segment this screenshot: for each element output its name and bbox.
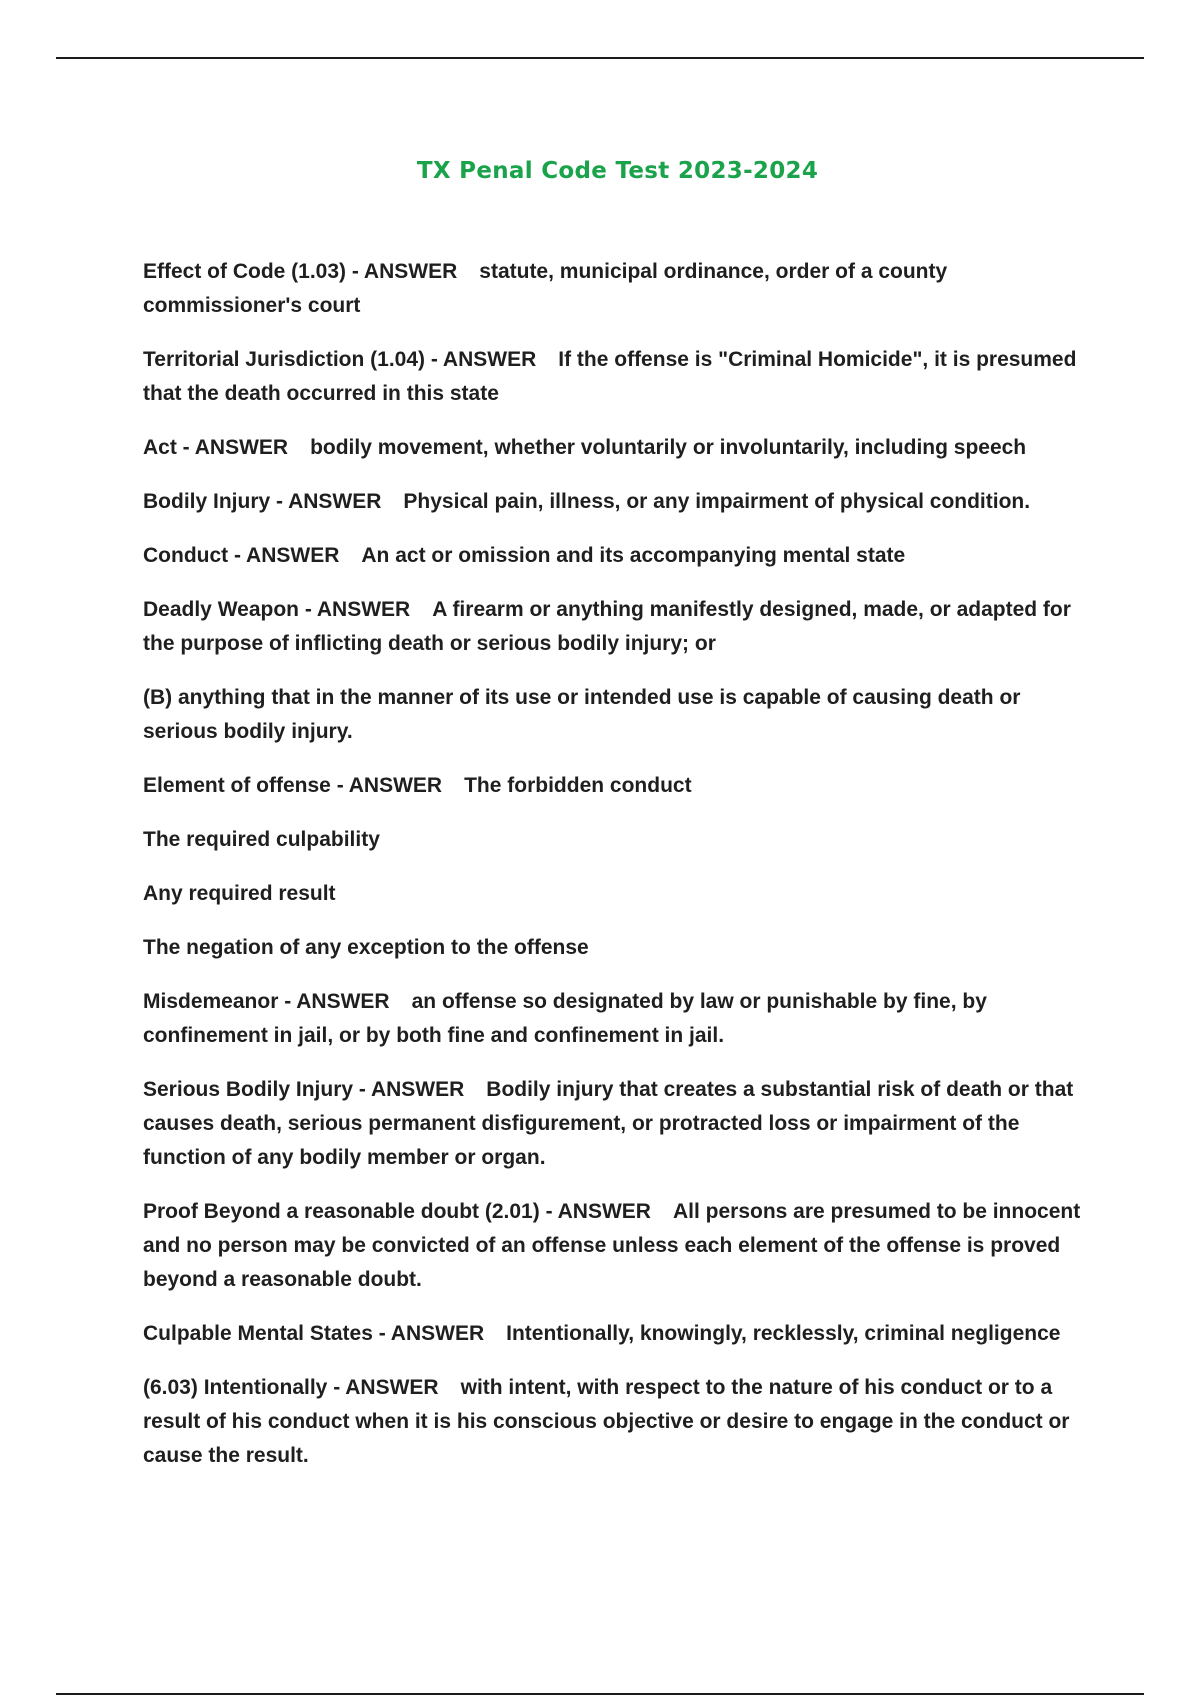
top-divider: [56, 57, 1144, 59]
entry-term: Serious Bodily Injury: [143, 1078, 354, 1101]
entry-term: Conduct: [143, 544, 229, 567]
entry-required-culpability: The required culpability: [143, 828, 380, 851]
entry-term: Misdemeanor: [143, 990, 279, 1013]
entry-culpable-mental-states: Culpable Mental States - ANSWER Intentionally, knowingly, recklessly, criminal negligence: [143, 1322, 1061, 1345]
entry-bodily-injury: Bodily Injury - ANSWER Physical pain, illness, or any impairment of physical condition.: [143, 490, 1031, 513]
answer-label: ANSWER: [194, 436, 289, 459]
entry-answer: A firearm or anything manifestly designed, made, or adapted for the purpose of inflicting death or serious bodily injury; or: [143, 598, 1071, 655]
answer-label: ANSWER: [348, 774, 443, 797]
answer-label: ANSWER: [288, 490, 382, 513]
entry-element-of-offense: Element of offense - ANSWER The forbidden conduct: [143, 774, 692, 797]
entry-intentionally: (6.03) Intentionally - ANSWER with intent, with respect to the nature of his conduct or to a result of his conduct when it is his conscious objective or desire to engage in the conduct or cause the result.: [143, 1376, 1070, 1467]
entry-deadly-weapon: Deadly Weapon - ANSWER A firearm or anything manifestly designed, made, or adapted for the purpose of inflicting death or serious bodily injury; or: [143, 598, 1071, 655]
entry-answer: All persons are presumed to be innocent and no person may be convicted of an offense unless each element of the offense is proved beyond a reasonable doubt.: [143, 1200, 1081, 1291]
entry-term: Culpable Mental States: [143, 1322, 373, 1345]
document-body: [143, 255, 1098, 1493]
answer-label: ANSWER: [316, 598, 411, 621]
entry-required-result: Any required result: [143, 882, 336, 905]
answer-label: ANSWER: [246, 544, 340, 567]
entry-answer: Physical pain, illness, or any impairment of physical condition.: [403, 490, 1031, 513]
entry-act: Act - ANSWER bodily movement, whether voluntarily or involuntarily, including speech: [143, 436, 1027, 459]
answer-label: ANSWER: [370, 1078, 465, 1101]
entry-proof-beyond-reasonable-doubt: Proof Beyond a reasonable doubt (2.01) - ANSWER All persons are presumed to be innocent and no person may be convicted of an offense unless each element of the offense is proved beyond a reasonable doubt.: [143, 1200, 1081, 1291]
entry-answer: statute, municipal ordinance, order of a county commissioner's court: [143, 260, 948, 317]
answer-label: ANSWER: [363, 260, 458, 283]
entry-territorial-jurisdiction: Territorial Jurisdiction (1.04) - ANSWER If the offense is "Criminal Homicide", it is presumed that the death occurred in this state: [143, 348, 1077, 405]
entry-term: Act: [143, 436, 177, 459]
answer-label: ANSWER: [557, 1200, 651, 1223]
entry-term: Proof Beyond a reasonable doubt (2.01): [143, 1200, 540, 1223]
entry-answer: an offense so designated by law or punishable by fine, by confinement in jail, or by both fine and confinement in jail.: [143, 990, 987, 1047]
entry-term: Territorial Jurisdiction (1.04): [143, 348, 426, 371]
entry-effect-of-code: Effect of Code (1.03) - ANSWER statute, municipal ordinance, order of a county commissioner's court: [143, 260, 948, 317]
entry-term: Element of offense: [143, 774, 331, 797]
entry-negation-of-exception: The negation of any exception to the offense: [143, 936, 589, 959]
entry-term: (6.03) Intentionally: [143, 1376, 328, 1399]
answer-label: ANSWER: [296, 990, 390, 1013]
entry-answer: Intentionally, knowingly, recklessly, criminal negligence: [506, 1322, 1061, 1345]
entry-answer: If the offense is "Criminal Homicide", it is presumed that the death occurred in this state: [143, 348, 1077, 405]
entry-answer: with intent, with respect to the nature of his conduct or to a result of his conduct when it is his conscious objective or desire to engage in the conduct or cause the result.: [143, 1376, 1070, 1467]
bottom-divider: [56, 1693, 1144, 1695]
entry-term: Deadly Weapon: [143, 598, 299, 621]
entry-answer: Bodily injury that creates a substantial risk of death or that causes death, serious permanent disfigurement, or protracted loss or impairment of the function of any bodily member or organ.: [143, 1078, 1074, 1169]
entry-answer: bodily movement, whether voluntarily or involuntarily, including speech: [310, 436, 1027, 459]
entry-conduct: Conduct - ANSWER An act or omission and its accompanying mental state: [143, 544, 906, 567]
answer-label: ANSWER: [390, 1322, 485, 1345]
entry-misdemeanor: Misdemeanor - ANSWER an offense so designated by law or punishable by fine, by confinement in jail, or by both fine and confinement in jail.: [143, 990, 987, 1047]
entry-deadly-weapon-b: (B) anything that in the manner of its use or intended use is capable of causing death or serious bodily injury.: [143, 686, 1021, 743]
entry-answer: The forbidden conduct: [464, 774, 692, 797]
document-title: TX Penal Code Test 2023-2024: [416, 158, 819, 185]
answer-label: ANSWER: [442, 348, 537, 371]
answer-label: ANSWER: [345, 1376, 439, 1399]
entry-serious-bodily-injury: Serious Bodily Injury - ANSWER Bodily injury that creates a substantial risk of death or that causes death, serious permanent disfigurement, or protracted loss or impairment of the function of any bodily member or organ.: [143, 1078, 1074, 1169]
entry-answer: An act or omission and its accompanying mental state: [361, 544, 906, 567]
entry-term: Bodily Injury: [143, 490, 271, 513]
entry-term: Effect of Code (1.03): [143, 260, 347, 283]
